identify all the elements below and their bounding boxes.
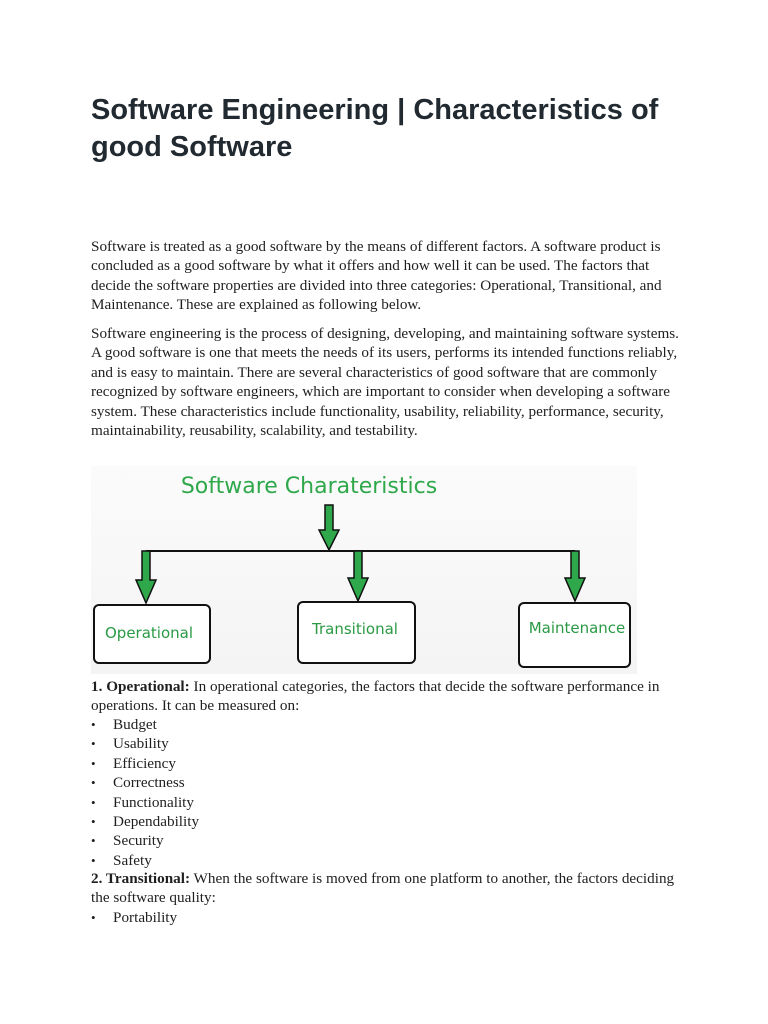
software-characteristics-diagram	[91, 466, 637, 674]
arrow-operational	[136, 551, 156, 603]
list-item: • Security	[91, 831, 199, 850]
operational-label: 1. Operational:	[91, 678, 190, 695]
list-item: • Portability	[91, 908, 177, 927]
list-item: • Safety	[91, 851, 199, 870]
list-item: • Efficiency	[91, 754, 199, 773]
diagram-title: Software Charateristics	[180, 474, 438, 499]
intro-paragraph-2: Software engineering is the process of designing, developing, and maintaining software systems. A good software is one that meets the needs of its users, performs its intended functions reliably, and is easy to maintain. There are several characteristics of good software that are commonly recognized by software engineers, which are important to consider when developing a software system. These characteristics include functionality, usability, reliability, performance, security, maintainability, reusability, scalability, and testability.	[91, 325, 679, 440]
operational-heading	[91, 677, 681, 716]
label-transitional: Transitional	[312, 620, 398, 638]
list-item: • Budget	[91, 715, 199, 734]
intro-paragraph-1: Software is treated as a good software by the means of different factors. A software product is concluded as a good software by what it offers and how well it can be used. The factors that decide the software properties are divided into three categories: Operational, Transitional, and Maintenance. These are explained as following below.	[91, 238, 662, 314]
list-item: • Dependability	[91, 812, 199, 831]
label-maintenance: Maintenance	[528, 619, 626, 637]
transitional-text: When the software is moved from one platform to another, the factors deciding the software quality:	[91, 870, 675, 907]
list-item: • Functionality	[91, 793, 199, 812]
arrow-maintenance	[565, 551, 585, 601]
label-operational: Operational	[104, 624, 194, 642]
transitional-list	[91, 908, 177, 927]
list-item: • Correctness	[91, 773, 199, 792]
operational-list	[91, 715, 199, 870]
top-arrow	[319, 505, 339, 550]
page-title: Software Engineering | Characteristics of good Software	[91, 94, 659, 163]
arrow-transitional	[348, 551, 368, 601]
list-item: • Usability	[91, 734, 199, 753]
transitional-label: 2. Transitional:	[91, 870, 191, 887]
transitional-heading	[91, 869, 681, 908]
diagram-svg	[91, 466, 637, 674]
operational-text: In operational categories, the factors that decide the software performance in operations. It can be measured on:	[91, 678, 660, 715]
